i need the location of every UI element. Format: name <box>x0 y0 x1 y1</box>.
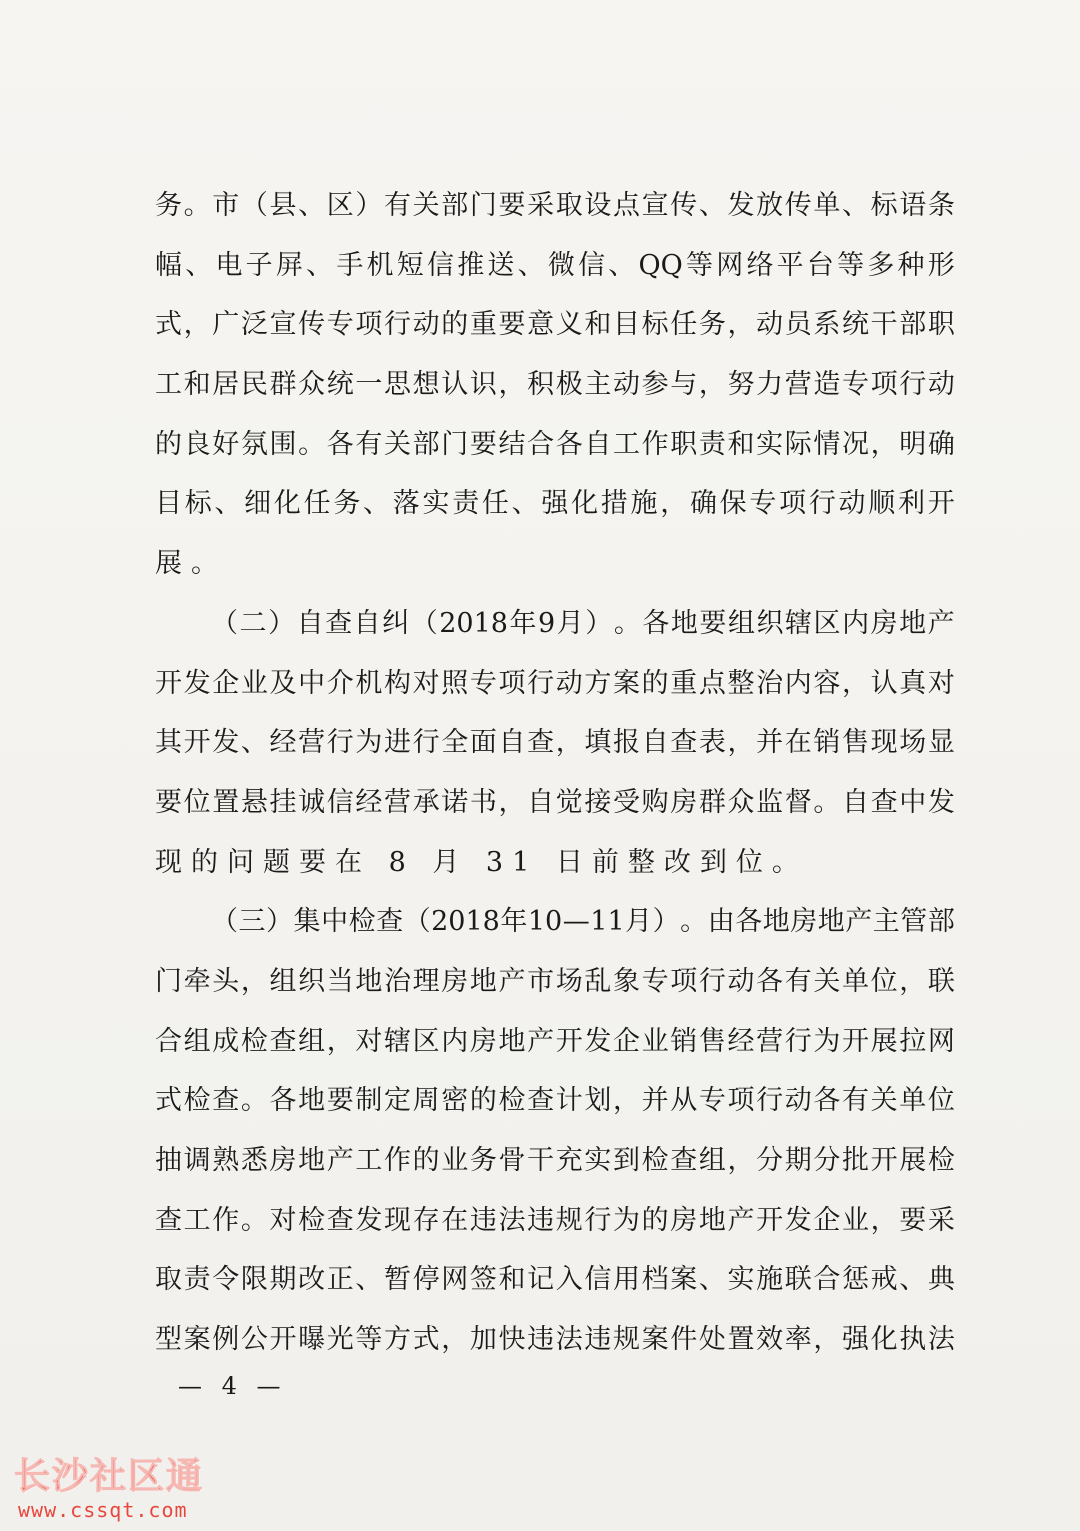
text-line: 要 位 置 悬 挂 诚 信 经 营 承 诺 书 ， 自 觉 接 受 购 房 群 众 监 督 。 自 查 中 发 <box>155 786 955 818</box>
text-line: 取 责 令 限 期 改 正 、 暂 停 网 签 和 记 入 信 用 档 案 、 实 施 联 合 惩 戒 、 典 <box>155 1264 955 1296</box>
text-line: 的 良 好 氛 围 。 各 有 关 部 门 要 结 合 各 自 工 作 职 责 和 实 际 情 况 ， 明 确 <box>155 428 955 460</box>
section-heading-line: （ 三 ） 集 中 检 查 （ 2018 年 10 — 11 月 ） 。 由 各 地 房 地 产 主 管 部 <box>211 906 955 938</box>
body-text <box>155 176 955 1370</box>
text-line: 门 牵 头 ， 组 织 当 地 治 理 房 地 产 市 场 乱 象 专 项 行 动 各 有 关 单 位 ， 联 <box>155 965 955 997</box>
watermark-logo <box>14 1456 214 1522</box>
section-heading-line: （ 二 ） 自 查 自 纠 （ 2018 年 9 月 ） 。 各 地 要 组 织 辖 区 内 房 地 产 <box>211 607 955 639</box>
text-line: 现的问题要在 8 月 31 日前整改到位。 <box>155 846 808 878</box>
text-line: 式 ， 广 泛 宣 传 专 项 行 动 的 重 要 意 义 和 目 标 任 务 ， 动 员 系 统 干 部 职 <box>155 309 955 341</box>
text-line: 其 开 发 、 经 营 行 为 进 行 全 面 自 查 ， 填 报 自 查 表 ， 并 在 销 售 现 场 显 <box>155 727 955 759</box>
page-number: — 4 — <box>178 1372 287 1400</box>
text-line: 抽 调 熟 悉 房 地 产 工 作 的 业 务 骨 干 充 实 到 检 查 组 ， 分 期 分 批 开 展 检 <box>155 1145 955 1176</box>
text-line: 式 检 查 。 各 地 要 制 定 周 密 的 检 查 计 划 ， 并 从 专 项 行 动 各 有 关 单 位 <box>155 1085 955 1117</box>
text-line: 型 案 例 公 开 曝 光 等 方 式 ， 加 快 违 法 违 规 案 件 处 置 效 率 ， 强 化 执 法 <box>155 1324 955 1356</box>
watermark-title: 长沙社区通 <box>14 1456 205 1497</box>
text-line: 查 工 作 。 对 检 查 发 现 存 在 违 法 违 规 行 为 的 房 地 产 开 发 企 业 ， 要 采 <box>155 1204 955 1236</box>
text-line: 开 发 企 业 及 中 介 机 构 对 照 专 项 行 动 方 案 的 重 点 整 治 内 容 ， 认 真 对 <box>155 667 955 699</box>
text-line: 幅 、 电 子 屏 、 手 机 短 信 推 送 、 微 信 、 QQ 等 网 络 平 台 等 多 种 形 <box>155 249 955 281</box>
text-line: 目 标 、 细 化 任 务 、 落 实 责 任 、 强 化 措 施 ， 确 保 专 项 行 动 顺 利 开 <box>155 488 955 520</box>
text-line: 合 组 成 检 查 组 ， 对 辖 区 内 房 地 产 开 发 企 业 销 售 经 营 行 为 开 展 拉 网 <box>155 1025 955 1057</box>
text-line: 工 和 居 民 群 众 统 一 思 想 认 识 ， 积 极 主 动 参 与 ， 努 力 营 造 专 项 行 动 <box>155 369 955 401</box>
watermark-url: www.cssqt.com <box>18 1498 188 1522</box>
text-line: 展。 <box>155 548 227 580</box>
text-line: 务 。 市 （ 县 、 区 ） 有 关 部 门 要 采 取 设 点 宣 传 、 发 放 传 单 、 标 语 条 <box>155 190 955 221</box>
